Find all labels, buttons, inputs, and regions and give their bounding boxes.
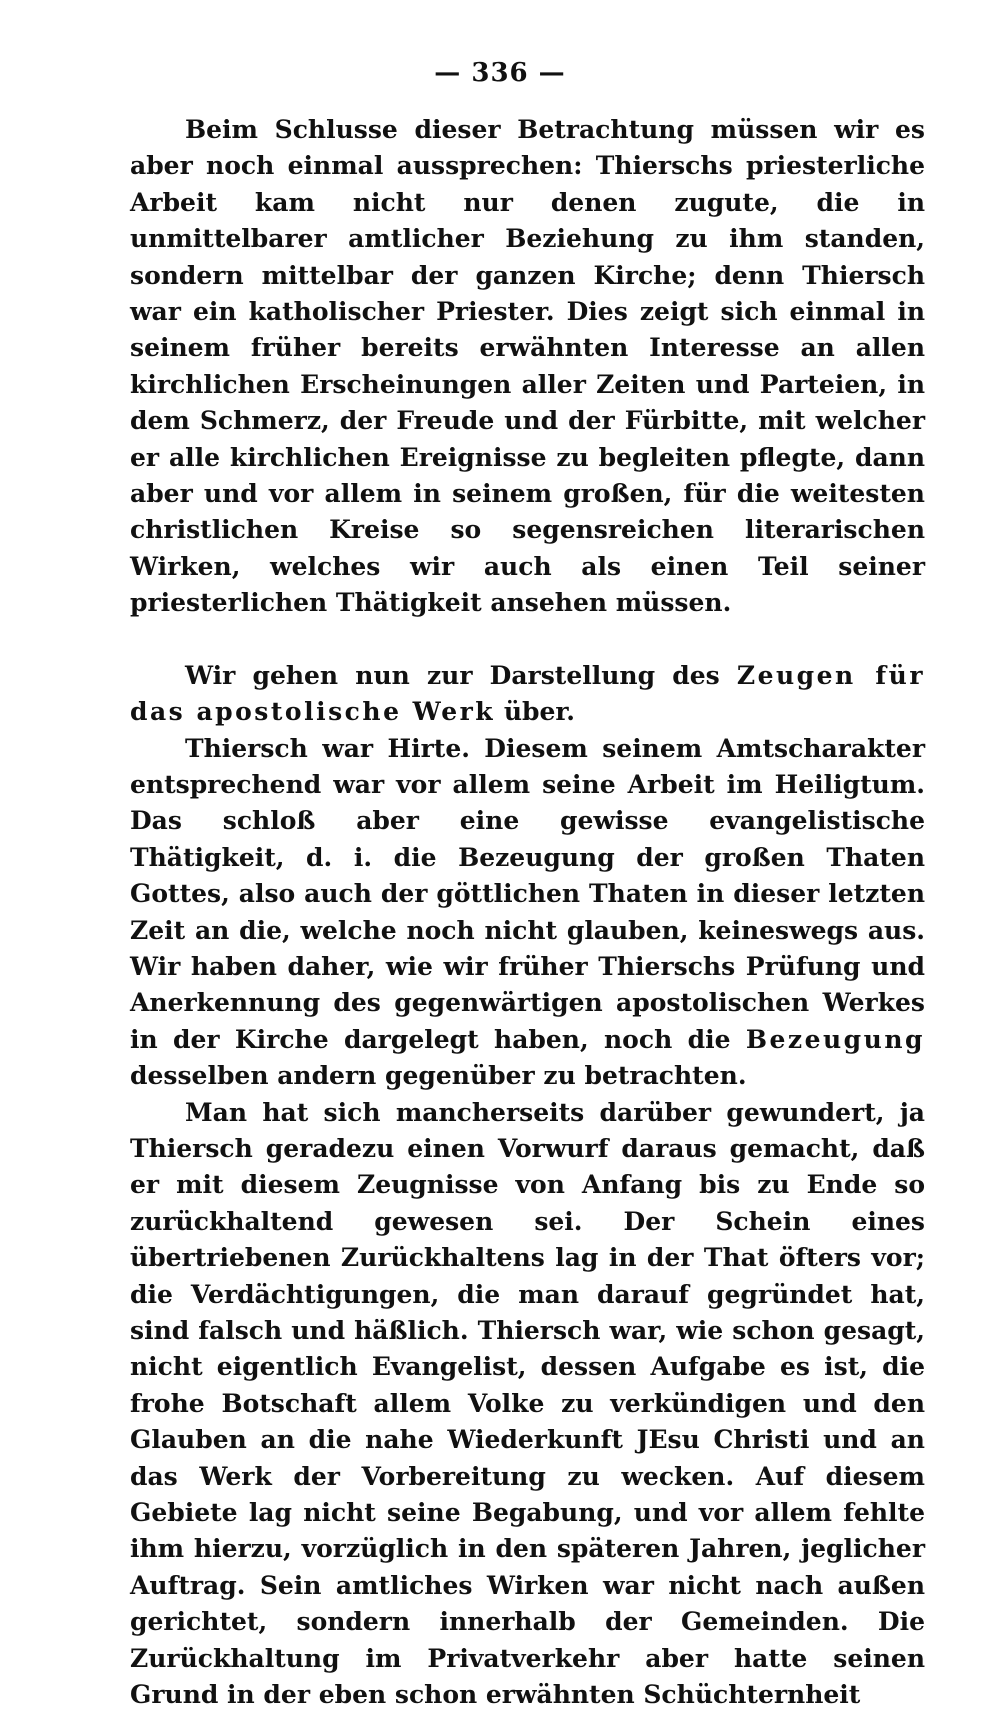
emphasized-word: Bezeugung (745, 1024, 925, 1054)
paragraph-text: Man hat sich mancherseits darüber gewundert, ja Thiersch geradezu einen Vorwurf daraus gemacht, daß er mit diesem Zeugnisse von Anfang bis zu Ende so zurückhaltend gewesen sei. Der Schein eines übertriebenen Zurückhaltens lag in der That öfters vor; die Verdächtigungen, die man darauf gegründet hat, sind falsch und häßlich. Thiersch war, wie schon gesagt, nicht eigentlich Evangelist, dessen Aufgabe es ist, die frohe Botschaft allem Volke zu verkündigen und den Glauben an die nahe Wiederkunft JEsu Christi und an das Werk der Vorbereitung zu wecken. Auf diesem Gebiete lag nicht seine Begabung, und vor allem fehlte ihm hierzu, vorzüglich in den späteren Jahren, jeglicher Auftrag. Sein amtliches Wirken war nicht nach außen gerichtet, sondern innerhalb der Gemeinden. Die Zurückhaltung im Privatverkehr aber hatte seinen Grund in der eben schon erwähnten Schüchternheit (130, 1097, 925, 1710)
page-number: — 336 — (434, 58, 566, 88)
paragraph-text: Thiersch war Hirte. Diesem seinem Amtscharakter entsprechend war vor allem seine Arbeit im Heiligtum. Das schloß aber eine gewisse evangelistische Thätigkeit, d. i. die Bezeugung der großen Thaten Gottes, also auch der göttlichen Thaten in dieser letzten Zeit an die, welche noch nicht glauben, keineswegs aus. Wir haben daher, wie wir früher Thierschs Prüfung und Anerkennung des gegenwärtigen apostolischen Werkes in der Kirche dargelegt haben, noch die (130, 733, 925, 1054)
paragraph (130, 658, 925, 731)
paragraph-text: desselben andern gegenüber zu betrachten. (130, 1061, 747, 1091)
paragraph (130, 1095, 925, 1713)
paragraph-text: über. (495, 697, 575, 727)
paragraph (130, 112, 925, 622)
emphasized-phrase: Zeugen für das apostolische Werk (130, 660, 925, 727)
body-text (130, 112, 925, 1713)
paragraph (130, 731, 925, 1095)
paragraph-text: Beim Schlusse dieser Betrachtung müssen wir es aber noch einmal aussprechen: Thierschs priesterliche Arbeit kam nicht nur denen zugute, die in unmittelbarer amtlicher Beziehung zu ihm standen, sondern mittelbar der ganzen Kirche; denn Thiersch war ein katholischer Priester. Dies zeigt sich einmal in seinem früher bereits erwähnten Interesse an allen kirchlichen Erscheinungen aller Zeiten und Parteien, in dem Schmerz, der Freude und der Fürbitte, mit welcher er alle kirchlichen Ereignisse zu begleiten pflegte, dann aber und vor allem in seinem großen, für die weitesten christlichen Kreise so segensreichen literarischen Wirken, welches wir auch als einen Teil seiner priesterlichen Thätigkeit ansehen müssen. (130, 115, 925, 618)
paragraph-text: Wir gehen nun zur Darstellung des (185, 660, 737, 690)
